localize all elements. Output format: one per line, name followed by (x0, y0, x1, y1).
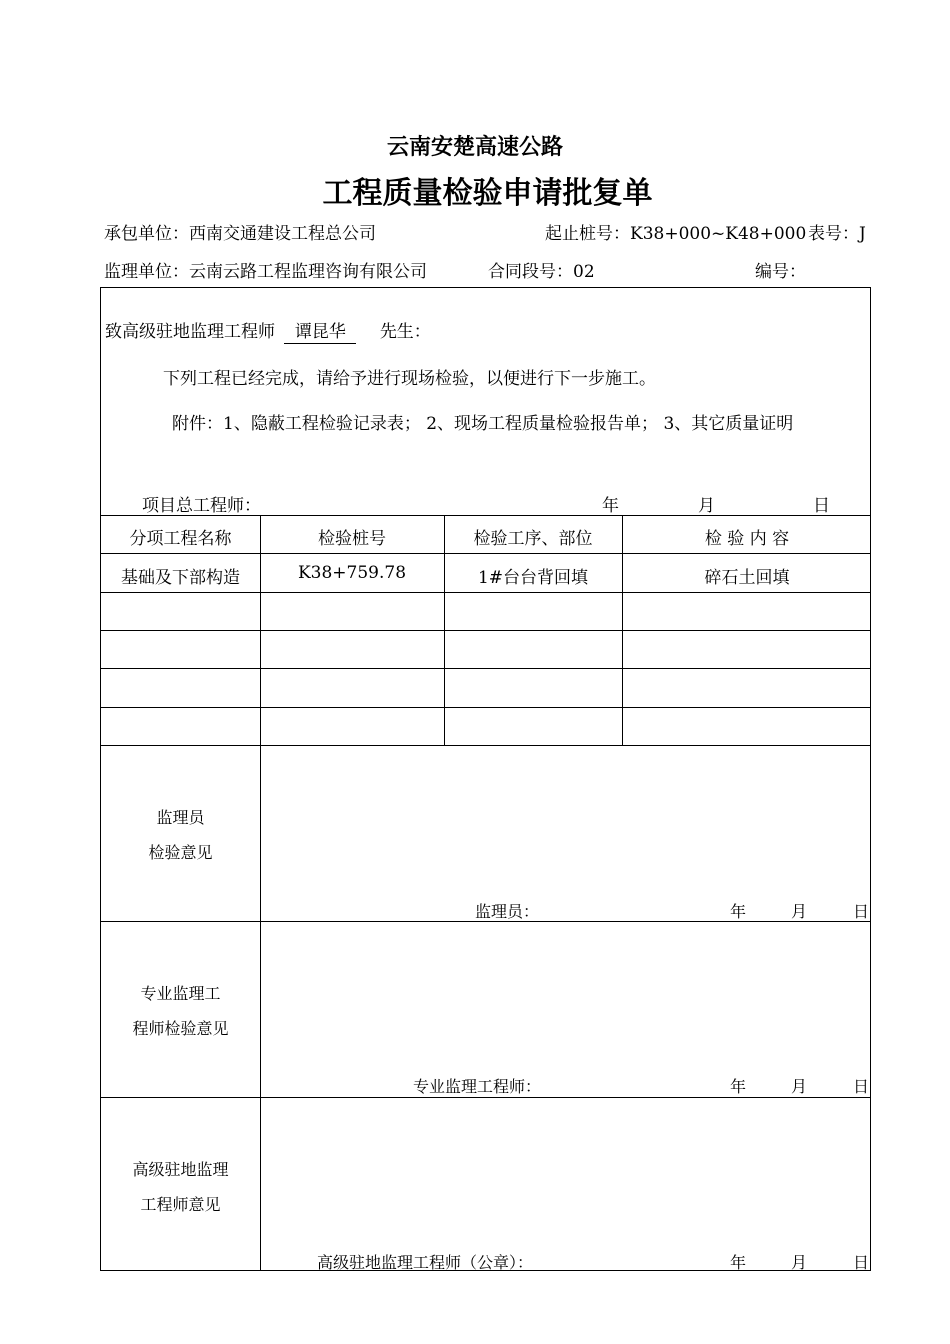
letter-day: 日 (813, 496, 830, 516)
opinion-year: 年 (730, 902, 747, 921)
opinion-day: 日 (853, 1077, 870, 1096)
table-header-cell: 检验工序、部位 (473, 529, 593, 549)
divider (101, 515, 871, 516)
opinion-label: 专业监理工 (140, 984, 221, 1003)
opinion-signer: 专业监理工程师： (413, 1077, 542, 1096)
table-header-cell: 分项工程名称 (129, 529, 232, 549)
contractor-unit: 承包单位：西南交通建设工程总公司 (104, 224, 376, 244)
opinion-label: 工程师意见 (140, 1195, 221, 1214)
divider (101, 707, 871, 708)
opinion-year: 年 (730, 1077, 747, 1096)
opinion-day: 日 (853, 902, 870, 921)
opinion-signer: 高级驻地监理工程师（公章）： (317, 1253, 534, 1271)
divider (444, 515, 445, 745)
divider (622, 515, 623, 745)
opinion-month: 月 (791, 1077, 808, 1096)
contract-section: 合同段号：02 (488, 262, 595, 282)
table-cell: 基础及下部构造 (121, 568, 240, 588)
attachments-line: 附件：1、隐蔽工程检验记录表； 2、现场工程质量检验报告单； 3、其它质量证明 (172, 414, 794, 434)
opinion-label: 检验意见 (148, 843, 213, 862)
opinion-signer: 监理员： (475, 902, 540, 921)
letter-year: 年 (602, 496, 619, 516)
addressee-suffix: 先生： (379, 322, 431, 342)
addressee-name: 谭昆华 (284, 317, 356, 344)
divider (101, 553, 871, 554)
divider (101, 1097, 871, 1098)
divider (101, 592, 871, 593)
document-title-line1: 云南安楚高速公路 (386, 134, 563, 160)
divider (101, 630, 871, 631)
document-title: 工程质量检验申请批复单 (322, 176, 653, 211)
opinion-label: 程师检验意见 (132, 1019, 229, 1038)
opinion-month: 月 (791, 1253, 808, 1271)
chief-engineer-signer: 项目总工程师： (142, 496, 261, 516)
letter-month: 月 (698, 496, 715, 516)
table-cell: 碎石土回填 (704, 568, 790, 588)
divider (101, 745, 871, 746)
table-header-cell: 检 验 内 容 (704, 529, 790, 549)
opinion-month: 月 (791, 902, 808, 921)
supervision-unit: 监理单位：云南云路工程监理咨询有限公司 (104, 262, 427, 282)
form-number: 表号：J (808, 224, 866, 244)
divider (101, 668, 871, 669)
addressee-line (105, 317, 431, 344)
request-body: 下列工程已经完成，请给予进行现场检验，以便进行下一步施工。 (163, 369, 656, 389)
opinion-year: 年 (730, 1253, 747, 1271)
opinion-day: 日 (853, 1253, 870, 1271)
table-header-cell: 检验桩号 (318, 529, 386, 549)
form-frame (100, 287, 871, 1271)
divider (260, 515, 261, 1271)
chainage-range: 起止桩号：K38+000~K48+000 (545, 224, 807, 244)
addressee-prefix: 致高级驻地监理工程师 (105, 322, 275, 342)
opinion-label: 监理员 (156, 808, 205, 827)
opinion-label: 高级驻地监理 (132, 1160, 229, 1179)
table-cell: K38+759.78 (297, 563, 407, 583)
table-cell: 1#台台背回填 (477, 568, 589, 588)
serial-number: 编号： (755, 262, 806, 282)
